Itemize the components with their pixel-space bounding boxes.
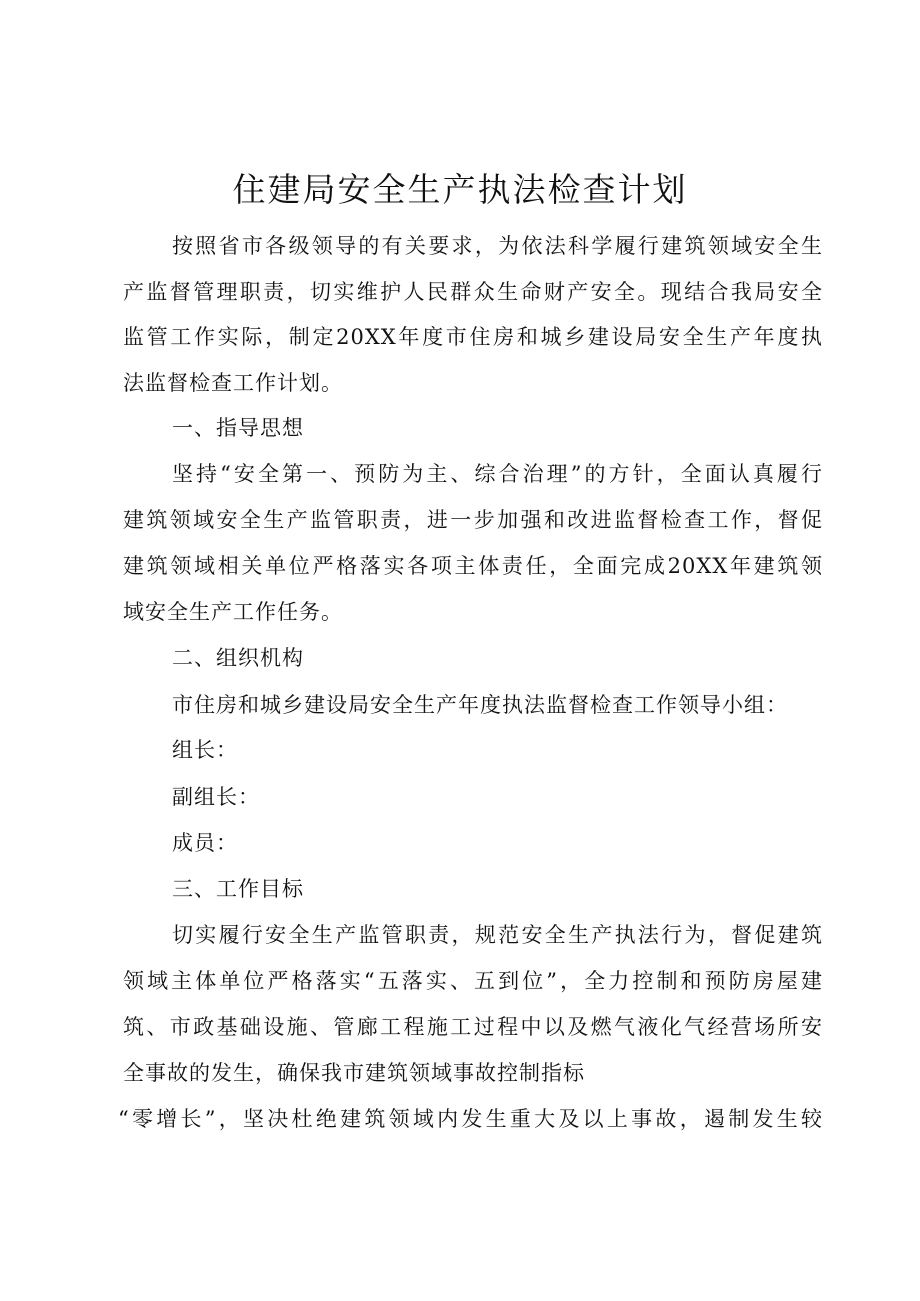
section-heading-guiding-ideology: 一、指导思想 <box>172 416 304 440</box>
document-title: 住建局安全生产执法检查计划 <box>232 170 688 209</box>
paragraph-line: “零增长”，坚决杜绝建筑领域内发生重大及以上事故，遏制发生较 <box>118 1107 823 1131</box>
paragraph-line: 按照省市各级领导的有关要求，为依法科学履行建筑领域安全生 <box>172 234 823 258</box>
paragraph-line: 建筑领域安全生产监管职责，进一步加强和改进监督检查工作，督促 <box>123 508 823 532</box>
paragraph-line: 产监督管理职责，切实维护人民群众生命财产安全。现结合我局安全 <box>123 280 823 304</box>
section-heading-work-goals: 三、工作目标 <box>172 877 304 901</box>
paragraph-line: 领域主体单位严格落实“五落实、五到位”，全力控制和预防房屋建 <box>123 969 823 993</box>
paragraph-line: 建筑领域相关单位严格落实各项主体责任，全面完成20XX年建筑领 <box>123 554 823 578</box>
paragraph-line: 切实履行安全生产监管职责，规范安全生产执法行为，督促建筑 <box>172 923 823 947</box>
paragraph-line: 筑、市政基础设施、管廊工程施工过程中以及燃气液化气经营场所安 <box>123 1015 823 1039</box>
members-line: 成员： <box>172 831 238 855</box>
deputy-leader-line: 副组长： <box>172 785 260 809</box>
paragraph-line: 市住房和城乡建设局安全生产年度执法监督检查工作领导小组： <box>172 693 788 717</box>
paragraph-line: 监管工作实际，制定20XX年度市住房和城乡建设局安全生产年度执 <box>123 325 823 349</box>
team-leader-line: 组长： <box>172 738 238 762</box>
paragraph-line: 法监督检查工作计划。 <box>123 371 343 395</box>
paragraph-line: 全事故的发生，确保我市建筑领域事故控制指标 <box>123 1061 585 1085</box>
section-heading-organization: 二、组织机构 <box>172 646 304 670</box>
paragraph-line: 坚持“安全第一、预防为主、综合治理”的方针，全面认真履行 <box>172 462 823 486</box>
paragraph-line: 域安全生产工作任务。 <box>123 600 343 624</box>
